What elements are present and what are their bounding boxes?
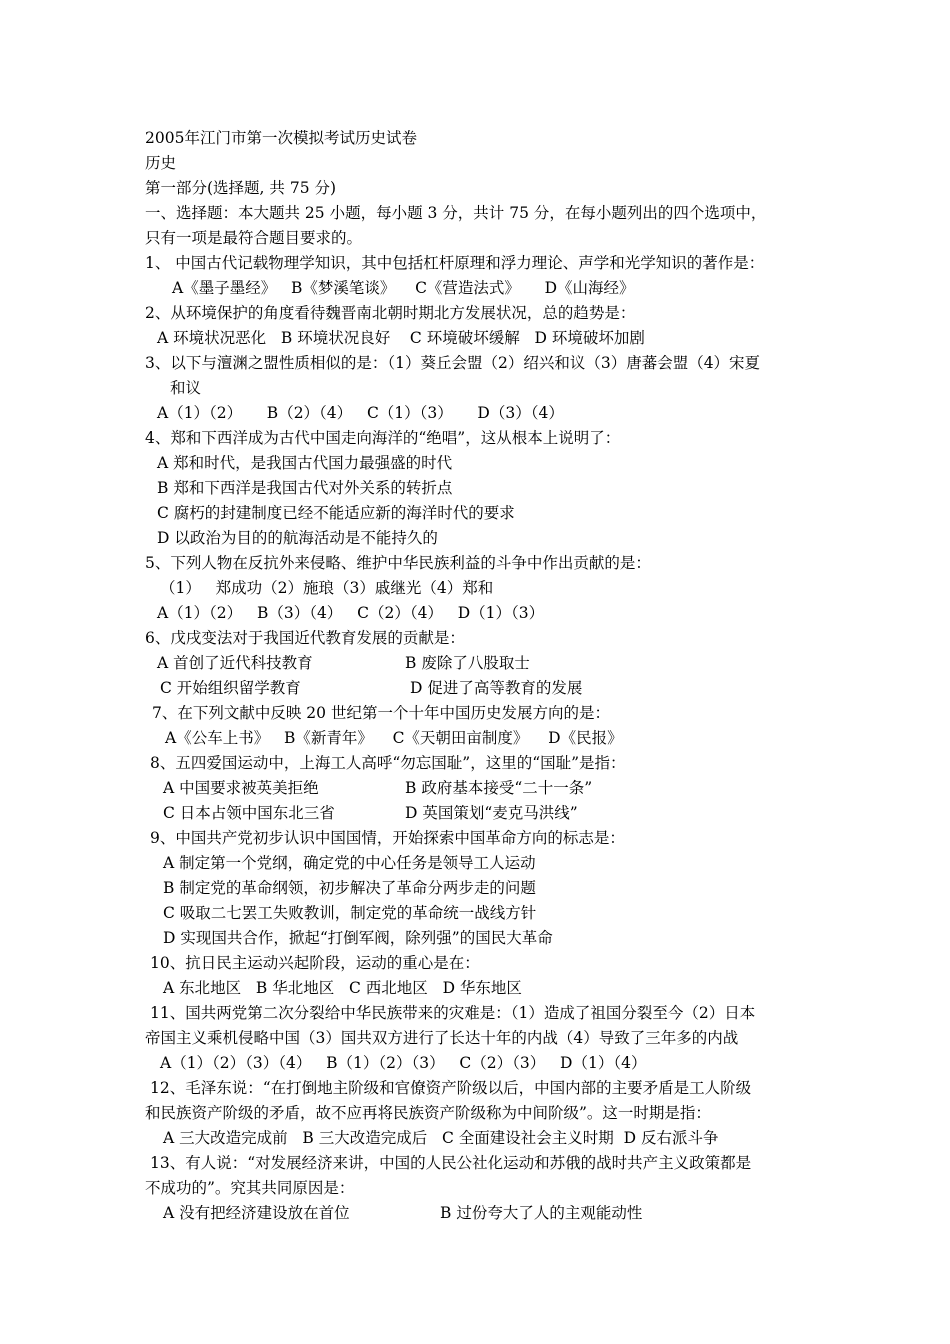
- question-6-option-d: D 促进了高等教育的发展: [410, 679, 583, 697]
- question-8: 8、五四爱国运动中，上海工人高呼“勿忘国耻”，这里的“国耻”是指：: [150, 754, 626, 772]
- question-1: 1、 中国古代记载物理学知识，其中包括杠杆原理和浮力理论、声学和光学知识的著作是：: [145, 254, 765, 272]
- instructions-line-1: 一、选择题：本大题共 25 小题，每小题 3 分，共计 75 分，在每小题列出的四个选项中，: [145, 204, 767, 222]
- question-9-option-a: A 制定第一个党纲，确定党的中心任务是领导工人运动: [163, 854, 536, 872]
- question-4: 4、郑和下西洋成为古代中国走向海洋的“绝唱”，这从根本上说明了：: [145, 429, 621, 447]
- question-12-continued: 和民族资产阶级的矛盾，故不应再将民族资产阶级称为中间阶级”。这一时期是指：: [145, 1104, 711, 1122]
- question-3-continued: 和议: [170, 379, 202, 397]
- instructions-line-2: 只有一项是最符合题目要求的。: [145, 229, 363, 247]
- question-7-options: A《公车上书》 B《新青年》 C《天朝田亩制度》 D《民报》: [165, 729, 623, 747]
- exam-title: 2005年江门市第一次模拟考试历史试卷: [145, 129, 417, 147]
- exam-subject: 历史: [145, 154, 177, 172]
- question-8-option-a: A 中国要求被英美拒绝: [163, 779, 319, 797]
- question-4-option-c: C 腐朽的封建制度已经不能适应新的海洋时代的要求: [157, 504, 515, 522]
- question-6: 6、戊戌变法对于我国近代教育发展的贡献是：: [145, 629, 465, 647]
- question-10: 10、抗日民主运动兴起阶段，运动的重心是在：: [150, 954, 480, 972]
- question-13-option-a: A 没有把经济建设放在首位: [163, 1204, 350, 1222]
- question-6-option-c: C 开始组织留学教育: [160, 679, 301, 697]
- question-9-option-d: D 实现国共合作，掀起“打倒军阀，除列强”的国民大革命: [163, 929, 553, 947]
- question-9: 9、中国共产党初步认识中国国情，开始探索中国革命方向的标志是：: [150, 829, 625, 847]
- question-6-option-a: A 首创了近代科技教育: [157, 654, 313, 672]
- question-3-options: A（1）（2） B（2）（4） C（1）（3） D（3）（4）: [157, 404, 564, 422]
- question-6-option-b: B 废除了八股取士: [405, 654, 530, 672]
- question-11: 11、国共两党第二次分裂给中华民族带来的灾难是：（1）造成了祖国分裂至今（2）日本: [150, 1004, 756, 1022]
- question-4-option-a: A 郑和时代，是我国古代国力最强盛的时代: [157, 454, 453, 472]
- question-4-option-d: D 以政治为目的的航海活动是不能持久的: [157, 529, 438, 547]
- question-1-options: A《墨子墨经》 B《梦溪笔谈》 C《营造法式》 D《山海经》: [172, 279, 635, 297]
- question-10-options: A 东北地区 B 华北地区 C 西北地区 D 华东地区: [163, 979, 522, 997]
- question-4-option-b: B 郑和下西洋是我国古代对外关系的转折点: [157, 479, 453, 497]
- question-5-options: A（1）（2） B（3）（4） C（2）（4） D（1）（3）: [157, 604, 545, 622]
- question-11-continued: 帝国主义乘机侵略中国（3）国共双方进行了长达十年的内战（4）导致了三年多的内战: [145, 1029, 739, 1047]
- question-8-option-d: D 英国策划“麦克马洪线”: [405, 804, 578, 822]
- question-12: 12、毛泽东说：“在打倒地主阶级和官僚资产阶级以后，中国内部的主要矛盾是工人阶级: [150, 1079, 752, 1097]
- question-2: 2、从环境保护的角度看待魏晋南北朝时期北方发展状况，总的趋势是：: [145, 304, 636, 322]
- question-3: 3、以下与澶渊之盟性质相似的是：（1）葵丘会盟（2）绍兴和议（3）唐蕃会盟（4）宋夏: [145, 354, 761, 372]
- question-7: 7、在下列文献中反映 20 世纪第一个十年中国历史发展方向的是：: [152, 704, 610, 722]
- question-11-options: A（1）（2）（3）（4） B（1）（2）（3） C（2）（3） D（1）（4）: [160, 1054, 647, 1072]
- part-heading: 第一部分(选择题, 共 75 分): [145, 179, 337, 197]
- question-9-option-b: B 制定党的革命纲领，初步解决了革命分两步走的问题: [163, 879, 536, 897]
- question-8-option-c: C 日本占领中国东北三省: [163, 804, 335, 822]
- question-2-options: A 环境状况恶化 B 环境状况良好 C 环境破坏缓解 D 环境破坏加剧: [157, 329, 645, 347]
- question-8-option-b: B 政府基本接受“二十一条”: [405, 779, 593, 797]
- question-13-option-b: B 过份夸大了人的主观能动性: [440, 1204, 643, 1222]
- question-13: 13、有人说：“对发展经济来讲，中国的人民公社化运动和苏俄的战时共产主义政策都是: [150, 1154, 752, 1172]
- question-5-items: （1） 郑成功（2）施琅（3）戚继光（4）郑和: [160, 579, 494, 597]
- question-13-continued: 不成功的”。究其共同原因是：: [145, 1179, 355, 1197]
- question-12-options: A 三大改造完成前 B 三大改造完成后 C 全面建设社会主义时期 D 反右派斗争: [163, 1129, 719, 1147]
- question-9-option-c: C 吸取二七罢工失败教训，制定党的革命统一战线方针: [163, 904, 537, 922]
- question-5: 5、下列人物在反抗外来侵略、维护中华民族利益的斗争中作出贡献的是：: [145, 554, 651, 572]
